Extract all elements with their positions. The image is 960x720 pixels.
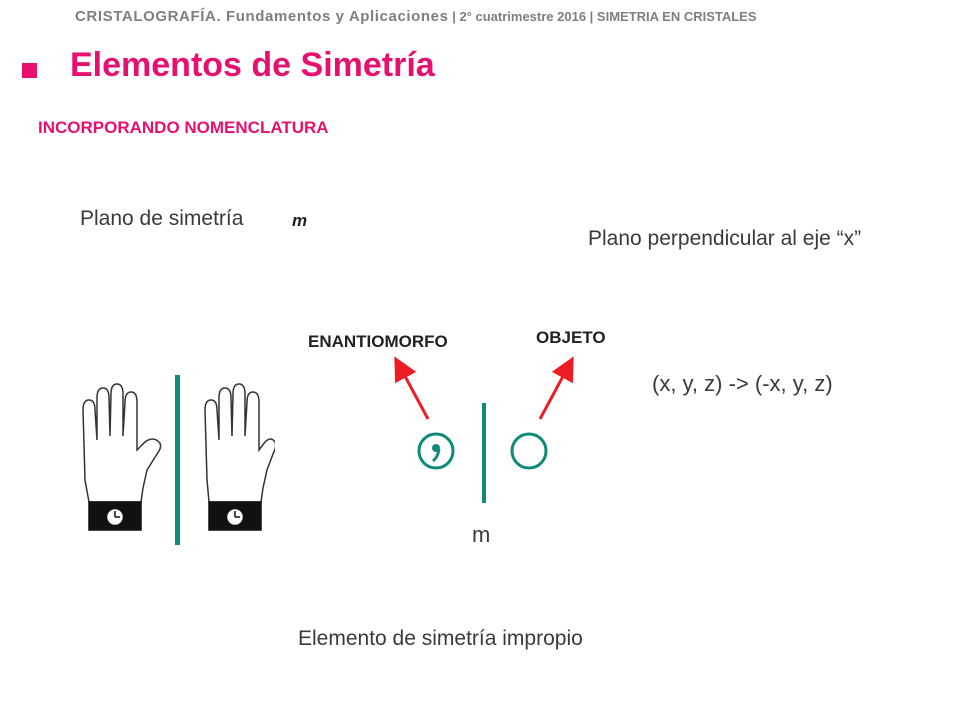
hands-mirror-figure: [75, 370, 275, 550]
circle-icon: [512, 434, 546, 468]
plano-symbol: m: [292, 211, 308, 230]
course-title: CRISTALOGRAFÍA. Fundamentos y Aplicaciones: [75, 8, 449, 25]
objeto-label: OBJETO: [536, 328, 606, 347]
footer-text: Elemento de simetría impropio: [298, 627, 583, 650]
slide-title: Elementos de Simetría: [70, 46, 435, 84]
comma-circle-icon: [419, 434, 453, 468]
enantiomorfo-arrow-icon: [400, 367, 428, 419]
objeto-arrow-icon: [540, 367, 568, 419]
coordinate-transform: (x, y, z) -> (-x, y, z): [652, 371, 833, 396]
slide-subtitle: INCORPORANDO NOMENCLATURA: [38, 118, 329, 137]
title-bullet-icon: [22, 63, 37, 78]
mirror-symbol: m: [472, 522, 491, 547]
slide-header: [75, 8, 955, 25]
enantiomorfo-label: ENANTIOMORFO: [308, 332, 448, 351]
mirror-symmetry-diagram: [380, 355, 600, 525]
course-details: | 2° cuatrimestre 2016 | SIMETRIA EN CRISTALES: [448, 9, 757, 24]
right-hand-icon: [205, 384, 275, 530]
mirror-plane-icon: [482, 403, 486, 503]
perpendicular-text: Plano perpendicular al eje “x”: [588, 227, 862, 250]
hands-mirror-plane-icon: [175, 375, 180, 545]
left-hand-icon: [83, 384, 161, 530]
plano-label: Plano de simetría: [80, 207, 244, 230]
